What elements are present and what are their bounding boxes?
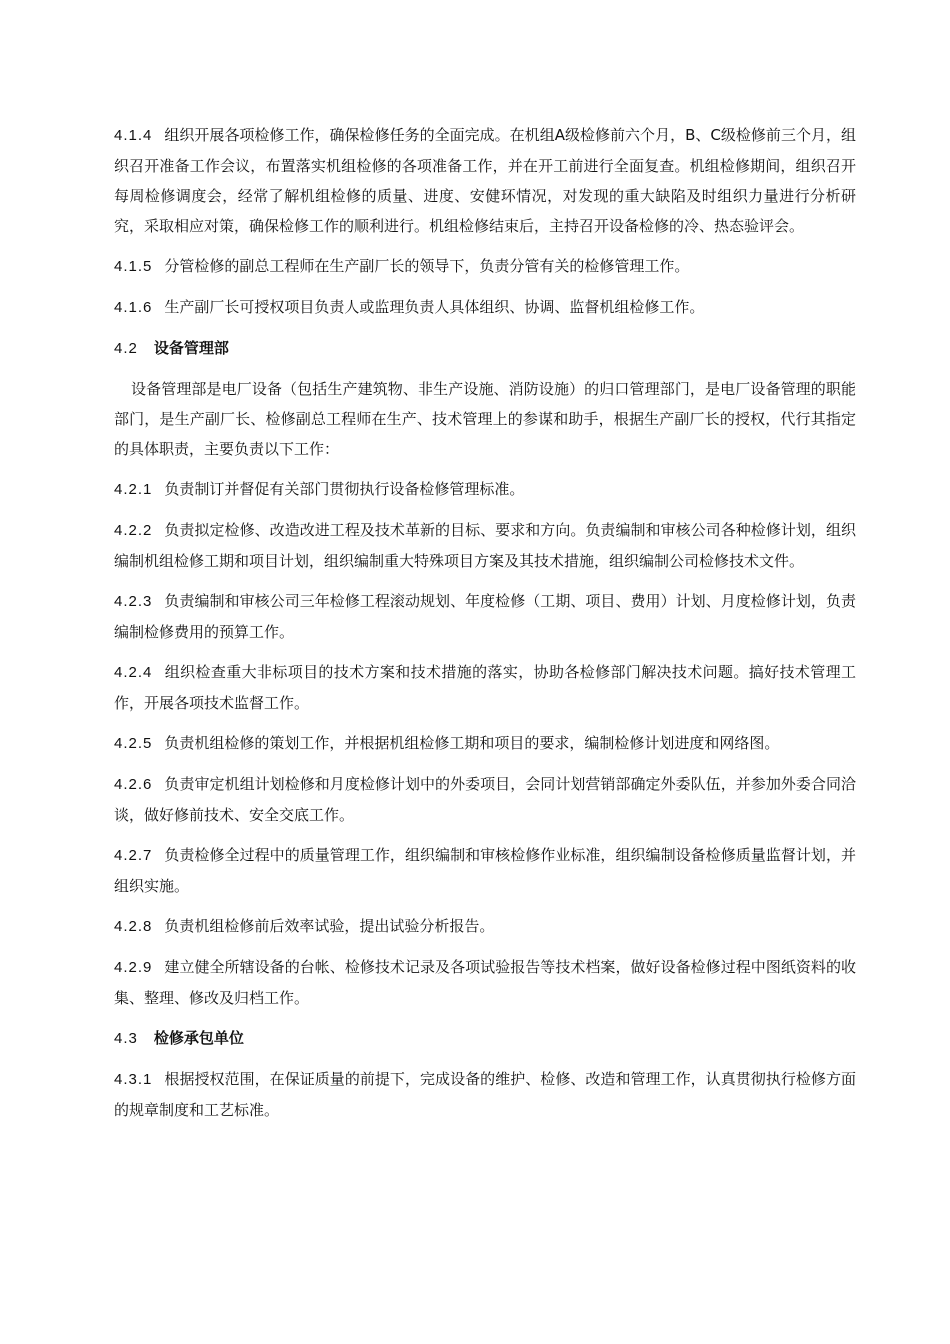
clause-text: 组织开展各项检修工作，确保检修任务的全面完成。在机组A级检修前六个月，B、C级检修前三个月，组织召开准备工作会议，布置落实机组检修的各项准备工作，并在开工前进行全面复查。机组检修期间，组织召开每周检修调度会，经常了解机组检修的质量、进度、安健环情况，对发现的重大缺陷及时组织力量进行分析研究，采取相应对策，确保检修工作的顺利进行。机组检修结束后，主持召开设备检修的冷、热态验评会。: [114, 126, 856, 235]
clause-4-1-5: [114, 251, 856, 282]
clause-number: 4.1.4: [114, 127, 153, 144]
clause-number: 4.1.6: [114, 299, 153, 316]
clause-text: 负责检修全过程中的质量管理工作，组织编制和审核检修作业标准，组织编制设备检修质量监督计划，并组织实施。: [114, 846, 856, 895]
section-title: 设备管理部: [153, 339, 229, 357]
clause-number: 4.2.2: [114, 522, 153, 539]
clause-number: 4.2.5: [114, 735, 153, 752]
clause-number: 4.1.5: [114, 258, 153, 275]
section-number: 4.3: [114, 1030, 138, 1047]
intro-text: 设备管理部是电厂设备（包括生产建筑物、非生产设施、消防设施）的归口管理部门，是电厂设备管理的职能部门，是生产副厂长、检修副总工程师在生产、技术管理上的参谋和助手，根据生产副厂长的授权，代行其指定的具体职责，主要负责以下工作：: [114, 380, 856, 458]
clause-4-2-9: [114, 952, 856, 1013]
clause-number: 4.2.6: [114, 776, 153, 793]
section-title: 检修承包单位: [153, 1029, 244, 1047]
clause-number: 4.2.1: [114, 481, 153, 498]
clause-text: 分管检修的副总工程师在生产副厂长的领导下，负责分管有关的检修管理工作。: [164, 257, 690, 275]
clause-4-2-6: [114, 769, 856, 830]
section-heading-4-2: [114, 333, 856, 364]
clause-4-2-7: [114, 840, 856, 901]
clause-text: 组织检查重大非标项目的技术方案和技术措施的落实，协助各检修部门解决技术问题。搞好技术管理工作，开展各项技术监督工作。: [114, 663, 856, 712]
section-number: 4.2: [114, 340, 138, 357]
clause-number: 4.2.7: [114, 847, 153, 864]
clause-4-2-1: [114, 474, 856, 505]
clause-text: 负责机组检修前后效率试验，提出试验分析报告。: [164, 917, 495, 935]
clause-text: 负责拟定检修、改造改进工程及技术革新的目标、要求和方向。负责编制和审核公司各种检修计划，组织编制机组检修工期和项目计划，组织编制重大特殊项目方案及其技术措施，组织编制公司检修技术文件。: [114, 521, 856, 570]
document-body: [114, 120, 856, 1135]
clause-text: 负责机组检修的策划工作，并根据机组检修工期和项目的要求，编制检修计划进度和网络图。: [164, 734, 780, 752]
clause-number: 4.2.4: [114, 664, 153, 681]
clause-4-2-2: [114, 515, 856, 576]
section-intro-4-2: [114, 374, 856, 464]
clause-number: 4.2.8: [114, 918, 153, 935]
clause-4-2-3: [114, 586, 856, 647]
clause-4-1-6: [114, 292, 856, 323]
section-heading-4-3: [114, 1023, 856, 1054]
clause-text: 负责审定机组计划检修和月度检修计划中的外委项目，会同计划营销部确定外委队伍，并参加外委合同洽谈，做好修前技术、安全交底工作。: [114, 775, 856, 824]
clause-text: 生产副厂长可授权项目负责人或监理负责人具体组织、协调、监督机组检修工作。: [164, 298, 705, 316]
clause-4-2-5: [114, 728, 856, 759]
clause-text: 建立健全所辖设备的台帐、检修技术记录及各项试验报告等技术档案，做好设备检修过程中图纸资料的收集、整理、修改及归档工作。: [114, 958, 856, 1007]
clause-number: 4.3.1: [114, 1071, 153, 1088]
clause-4-2-4: [114, 657, 856, 718]
clause-text: 根据授权范围，在保证质量的前提下，完成设备的维护、检修、改造和管理工作，认真贯彻执行检修方面的规章制度和工艺标准。: [114, 1070, 856, 1119]
clause-4-3-1: [114, 1064, 856, 1125]
clause-number: 4.2.3: [114, 593, 153, 610]
clause-text: 负责制订并督促有关部门贯彻执行设备检修管理标准。: [164, 480, 525, 498]
clause-text: 负责编制和审核公司三年检修工程滚动规划、年度检修（工期、项目、费用）计划、月度检修计划，负责编制检修费用的预算工作。: [114, 592, 856, 641]
clause-number: 4.2.9: [114, 959, 153, 976]
clause-4-2-8: [114, 911, 856, 942]
clause-4-1-4: [114, 120, 856, 241]
